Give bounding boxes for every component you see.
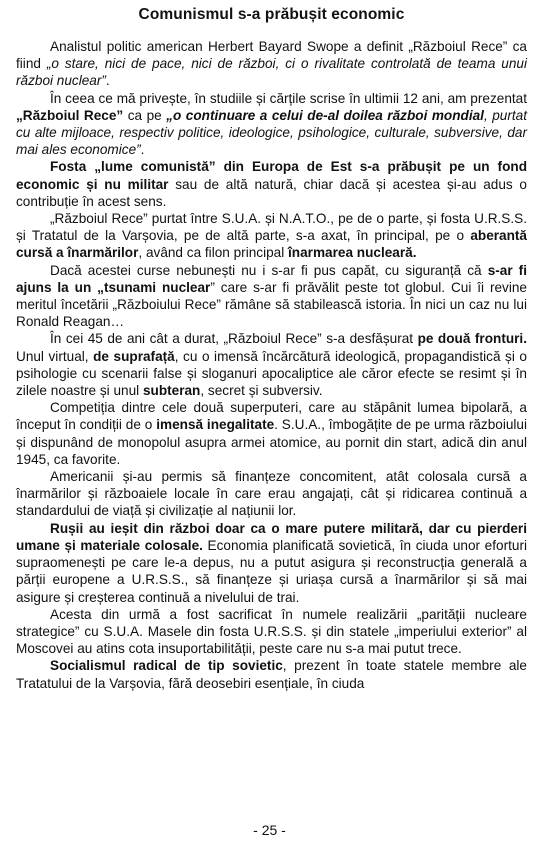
chapter-title: Comunismul s-a prăbușit economic bbox=[138, 6, 405, 23]
paragraph bbox=[16, 210, 527, 262]
emphasis-text: subteran bbox=[142, 383, 201, 399]
emphasis-text: Rușii au ieșit din război doar ca o mare putere militară, dar cu pierderi umane și materiale colosale. bbox=[16, 520, 527, 553]
text-run: Americanii și-au permis să finanțeze concomitent, atât colosala cursă a înarmărilor și războaiele locale în care erau angajați, cât și ridicarea continuă a standardului de viață și civilizație al națiunii lor. bbox=[16, 469, 527, 519]
paragraph bbox=[16, 262, 527, 331]
emphasis-text: „o stare, nici de pace, nici de război, ci o rivalitate controlată de teama unui război nuclear” bbox=[16, 56, 527, 89]
paragraph bbox=[16, 90, 527, 159]
emphasis-text: aberantă cursă a înarmărilor bbox=[16, 228, 527, 261]
text-run: În cei 45 de ani cât a durat, „Războiul Rece” s-a desfășurat bbox=[50, 331, 418, 347]
paragraph bbox=[16, 330, 527, 399]
text-run: ca pe bbox=[123, 107, 167, 123]
text-run: sau de altă natură, chiar dacă și acestea și-au adus o contribuție în acest sens. bbox=[16, 176, 527, 209]
text-run: Competiția dintre cele două superputeri, care au stăpânit lumea bipolară, a început în condiții de o bbox=[16, 400, 527, 433]
text-run: . bbox=[140, 142, 145, 158]
paragraph bbox=[16, 399, 527, 468]
paragraph bbox=[16, 158, 527, 210]
text-run: , cu o imensă încărcătură ideologică, propagandistică și o psihologie cu scenarii false și sloganuri apocaliptice ale căror efecte se resimt și în zilele noastre și unul bbox=[16, 348, 527, 399]
text-run: Analistul politic american Herbert Bayard Swope a definit „Războiul Rece” ca fiind bbox=[16, 39, 527, 72]
emphasis-text: pe două fronturi. bbox=[417, 331, 527, 347]
text-run: Economia planificată sovietică, în ciuda unor eforturi supraomenești pe care le-a depus, nu a putut asigura și reconstrucția generală a părții europene a U.R.S.S., să finanțeze și uriașa cursă a înarmărilor și să mai asigure și creșterea continuă a nivelului de trai. bbox=[16, 537, 527, 605]
text-run: În ceea ce mă privește, în studiile și cărțile scrise în ultimii 12 ani, am prezentat bbox=[50, 90, 527, 106]
emphasis-text: înarmarea nucleară. bbox=[288, 245, 417, 261]
emphasis-text: de suprafață bbox=[93, 348, 175, 364]
text-run: Dacă acestei curse nebunești nu i s-ar fi pus capăt, cu siguranță că bbox=[50, 262, 488, 278]
paragraph bbox=[16, 657, 527, 691]
emphasis-text: Socialismul radical de tip sovietic bbox=[50, 658, 283, 674]
emphasis-text: s-ar fi ajuns la un „tsunami nuclear bbox=[16, 262, 527, 295]
text-run: , secret și subversiv. bbox=[200, 383, 323, 399]
paragraph bbox=[16, 468, 527, 520]
text-run: ” care s-ar fi prăvălit peste tot globul. Cui îi revine meritul încetării „Războiului Rece” rămâne să stabilească istoria. În nici un caz nu lui Ronald Reagan… bbox=[16, 279, 527, 330]
paragraph bbox=[16, 606, 527, 658]
emphasis-text: „Războiul Rece” bbox=[16, 107, 124, 123]
paragraph bbox=[16, 38, 527, 90]
text-run: , având ca filon principal bbox=[138, 245, 289, 261]
text-run: . S.U.A., îmbogățite de pe urma războiului și dispunând de monopolul asupra armei atomice, au pornit din start, adică din anul 1945, ca favorite. bbox=[16, 417, 528, 467]
emphasis-text: imensă inegalitate bbox=[156, 417, 275, 433]
text-run: . bbox=[105, 73, 110, 89]
text-run: Unul virtual, bbox=[16, 348, 94, 364]
body-text bbox=[16, 38, 527, 692]
page-number: - 25 - bbox=[253, 822, 286, 838]
emphasis-text: , purtat cu alte mijloace, respectiv politice, ideologice, psihologice, culturale, subversive, dar mai ales economice” bbox=[16, 107, 527, 158]
paragraph bbox=[16, 520, 527, 606]
emphasis-text: „o continuare a celui de-al doilea război mondial bbox=[166, 107, 484, 123]
text-run: , prezent în toate statele membre ale Tratatului de la Varșovia, fără deosebiri esențiale, în ciuda bbox=[16, 658, 527, 691]
emphasis-text: Fosta „lume comunistă” din Europa de Est s-a prăbușit pe un fond economic și nu militar bbox=[16, 159, 527, 192]
text-run: Acesta din urmă a fost sacrificat în numele realizării „parității nucleare strategice” cu S.U.A. Masele din fosta U.R.S.S. și din statele „imperiului exterior” al Moscovei au atins cota insuportabilității, peste care nu s-a mai putut trece. bbox=[16, 606, 527, 657]
text-run: „Războiul Rece” purtat între S.U.A. și N.A.T.O., pe de o parte, și fosta U.R.S.S. și Tratatul de la Varșovia, pe de altă parte, s-a axat, în principal, pe o bbox=[16, 211, 527, 244]
